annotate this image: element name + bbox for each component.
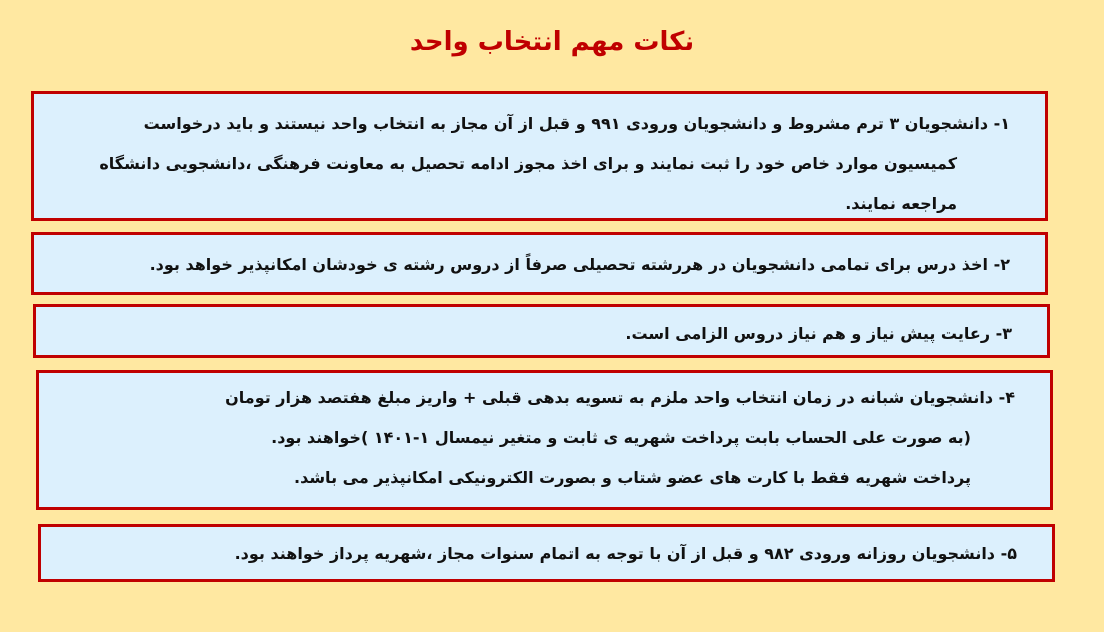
note-box-3 [33,304,1050,358]
note-2-line-1: ۲- اخذ درس برای تمامی دانشجویان در هررشته تحصیلی صرفاً از دروس رشته ی خودشان امکانپذیر خواهد بود. [149,255,1010,274]
note-1-line-1: ۱- دانشجویان ۳ ترم مشروط و دانشجویان ورودی ۹۹۱ و قبل از آن مجاز به انتخاب واحد نیستند و باید درخواست [143,114,1010,133]
note-box-1 [31,91,1048,221]
note-4-line-2: (به صورت علی الحساب بابت پرداخت شهریه ی ثابت و متغیر نیمسال ۱-۱۴۰۱ )خواهند بود. [271,428,971,447]
note-5-line-1: ۵- دانشجویان روزانه ورودی ۹۸۲ و قبل از آن با توجه به اتمام سنوات مجاز ،شهریه پرداز خواهند بود. [234,544,1017,563]
note-1-line-2: کمیسیون موارد خاص خود را ثبت نمایند و برای اخذ مجوز ادامه تحصیل به معاونت فرهنگی ،دانشجویی دانشگاه [99,154,957,173]
note-1-line-3: مراجعه نمایند. [845,194,957,213]
page-title: نکات مهم انتخاب واحد [409,27,695,57]
note-box-2 [31,232,1048,295]
note-4-line-3: پرداخت شهریه فقط با کارت های عضو شتاب و بصورت الکترونیکی امکانپذیر می باشد. [294,468,971,487]
note-box-5 [38,524,1055,582]
note-4-line-1: ۴- دانشجویان شبانه در زمان انتخاب واحد ملزم به تسویه بدهی قبلی + واریز مبلغ هفتصد هزار تومان [225,388,1015,407]
note-3-line-1: ۳- رعایت پیش نیاز و هم نیاز دروس الزامی است. [625,324,1012,343]
note-box-4 [36,370,1053,510]
